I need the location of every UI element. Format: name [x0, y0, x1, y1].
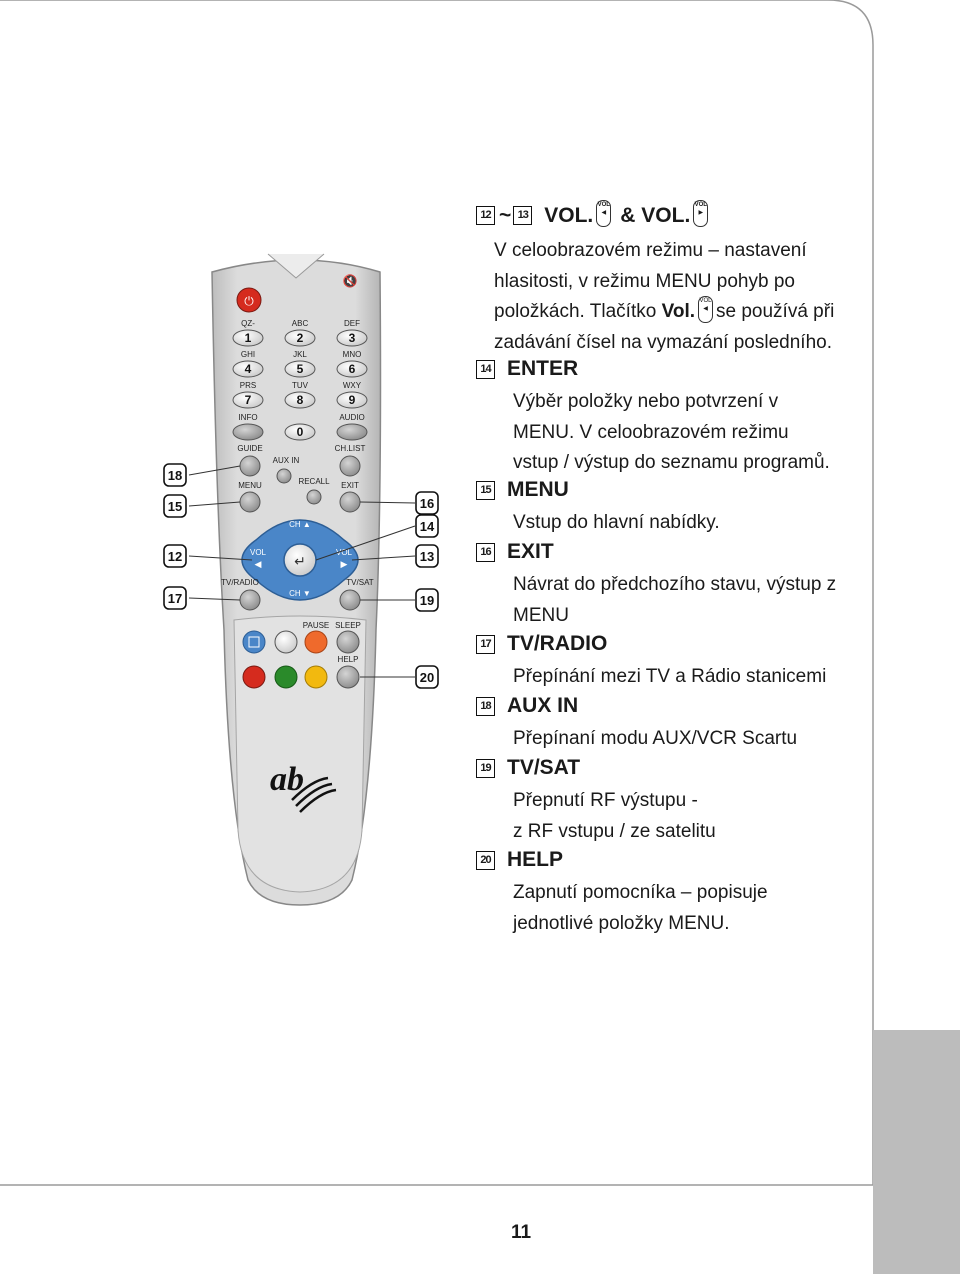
heading-tv-radio: 17 TV/RADIO — [476, 632, 607, 656]
heading-vol-title: VOL. — [544, 203, 594, 227]
svg-text:TV/RADIO: TV/RADIO — [221, 578, 259, 587]
svg-text:18: 18 — [167, 468, 183, 483]
svg-text:2: 2 — [296, 331, 304, 345]
svg-text:CH.LIST: CH.LIST — [334, 444, 366, 453]
heading-help: 20 HELP — [476, 848, 563, 872]
svg-text:EXIT: EXIT — [341, 481, 359, 490]
svg-text:PAUSE: PAUSE — [302, 621, 330, 630]
svg-text:8: 8 — [296, 393, 304, 407]
svg-text:QZ-: QZ- — [241, 319, 255, 328]
svg-text:4: 4 — [244, 362, 252, 376]
volume-left-icon: VOL ◀ — [596, 200, 611, 227]
svg-text:3: 3 — [348, 331, 356, 345]
desc-menu: Vstup do hlavní nabídky. — [513, 512, 720, 533]
right-callouts — [416, 492, 438, 688]
desc-vol: V celoobrazovém režimu – nastavení hlasitosti, v režimu MENU pohyb po položkách. Tlačítko Vol. VOL ◀ se používá při zadávání čísel na vymazání posledního. — [494, 240, 835, 353]
svg-text:SLEEP: SLEEP — [335, 621, 361, 630]
svg-text:GHI: GHI — [240, 350, 256, 359]
svg-text:CH ▲: CH ▲ — [289, 520, 311, 529]
teletext-button — [243, 631, 265, 653]
desc-tv-sat: Přepnutí RF výstupu - z RF vstupu / ze satelitu — [513, 790, 716, 842]
page-number: 11 — [510, 1222, 532, 1243]
remote-illustration — [150, 230, 450, 920]
svg-text:16: 16 — [419, 496, 435, 511]
desc-exit: Návrat do předchozího stavu, výstup z MENU — [513, 574, 837, 626]
svg-text:VOL: VOL — [335, 548, 353, 557]
svg-text:20: 20 — [419, 670, 435, 685]
svg-text:RECALL: RECALL — [298, 477, 330, 486]
svg-text:HELP: HELP — [337, 655, 359, 664]
svg-text:CH ▼: CH ▼ — [289, 589, 311, 598]
heading-vol: 12 ~ 13 VOL. VOL ◀ & VOL. VOL ▶ — [476, 202, 711, 229]
svg-text:TV/SAT: TV/SAT — [346, 578, 374, 587]
volume-left-icon: VOL ◀ — [698, 296, 713, 323]
svg-text:▶: ▶ — [340, 560, 348, 570]
svg-text:13: 13 — [419, 549, 435, 564]
heading-menu: 15 MENU — [476, 478, 569, 502]
svg-text:1: 1 — [244, 331, 252, 345]
svg-text:0: 0 — [296, 425, 304, 439]
heading-vol-title2: & VOL. — [620, 203, 691, 227]
svg-text:JKL: JKL — [293, 350, 307, 359]
svg-text:15: 15 — [167, 499, 183, 514]
svg-text:14: 14 — [419, 519, 435, 534]
svg-text:AUX IN: AUX IN — [272, 456, 300, 465]
svg-text:17: 17 — [167, 591, 183, 606]
svg-text:MENU: MENU — [238, 481, 262, 490]
desc-help: Zapnutí pomocníka – popisuje jednotlivé položky MENU. — [513, 882, 768, 934]
heading-enter: 14 ENTER — [476, 357, 578, 381]
svg-text:PRS: PRS — [239, 381, 257, 390]
brand-logo: ab — [270, 761, 304, 798]
left-callouts — [164, 464, 186, 609]
number-badge-13: 13 — [513, 206, 532, 225]
svg-text:9: 9 — [348, 393, 356, 407]
svg-text:DEF: DEF — [344, 319, 360, 328]
desc-tv-radio: Přepínání mezi TV a Rádio stanicemi — [513, 666, 827, 687]
svg-text:INFO: INFO — [238, 413, 258, 422]
desc-aux-in: Přepínaní modu AUX/VCR Scartu — [513, 728, 798, 749]
heading-aux-in: 18 AUX IN — [476, 694, 578, 718]
svg-text:WXY: WXY — [342, 381, 362, 390]
svg-text:TUV: TUV — [292, 381, 308, 390]
svg-text:VOL: VOL — [249, 548, 267, 557]
heading-tv-sat: 19 TV/SAT — [476, 756, 580, 780]
svg-text:AUDIO: AUDIO — [339, 413, 365, 422]
svg-text:5: 5 — [296, 362, 304, 376]
svg-text:↵: ↵ — [294, 554, 306, 570]
svg-text:⏻: ⏻ — [244, 294, 254, 308]
svg-text:7: 7 — [244, 393, 252, 407]
svg-text:6: 6 — [348, 362, 356, 376]
svg-text:MNO: MNO — [342, 350, 362, 359]
svg-text:19: 19 — [419, 593, 435, 608]
svg-text:12: 12 — [167, 549, 183, 564]
desc-enter: Výběr položky nebo potvrzení v MENU. V celoobrazovém režimu vstup / výstup do seznamu programů. — [513, 391, 830, 473]
number-badge-12: 12 — [476, 206, 495, 225]
svg-text:GUIDE: GUIDE — [237, 444, 263, 453]
heading-exit: 16 EXIT — [476, 540, 554, 564]
mute-icon: 🔇 — [342, 274, 358, 288]
volume-right-icon: VOL ▶ — [693, 200, 708, 227]
svg-text:ABC: ABC — [291, 319, 309, 328]
page-side-band — [873, 1030, 960, 1274]
svg-text:◀: ◀ — [254, 560, 262, 570]
